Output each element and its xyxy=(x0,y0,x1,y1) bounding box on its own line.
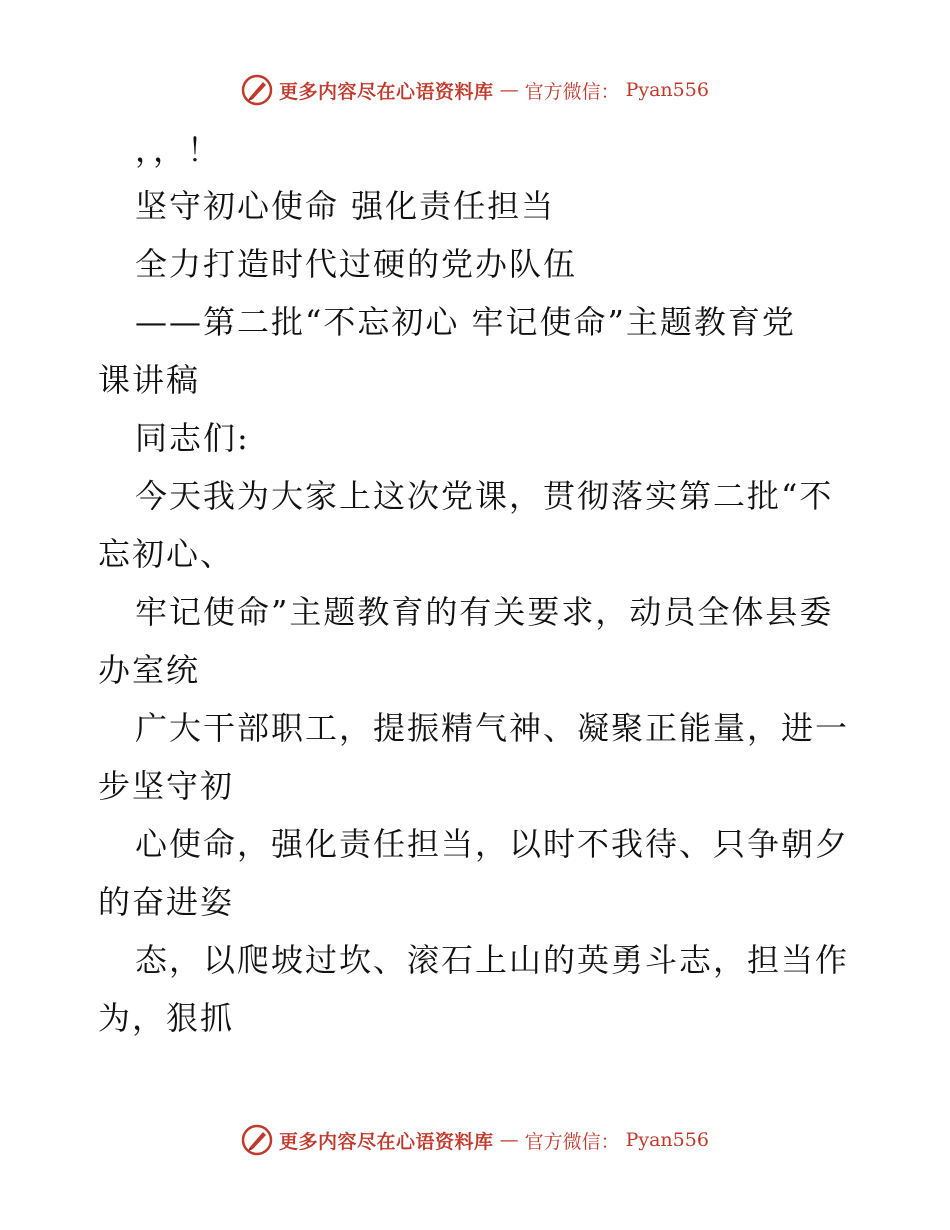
title-line-1: 坚守初心使命 强化责任担当 xyxy=(135,187,556,225)
paragraph-line: 为，狠抓 xyxy=(98,999,235,1037)
paragraph-line: 的奋进姿 xyxy=(98,883,235,921)
watermark-id-text: Pyan556 xyxy=(625,1129,709,1151)
punctuation-line: ，，！ xyxy=(135,131,222,169)
watermark-main-text: 更多内容尽在心语资料库 xyxy=(279,80,494,103)
paragraph-line: 办室统 xyxy=(98,651,201,689)
subtitle-line-1: ——第二批“不忘初心 牢记使命”主题教育党 xyxy=(135,303,796,341)
watermark-sub-text: 官方微信： xyxy=(524,80,620,103)
title-line-2: 全力打造时代过硬的党办队伍 xyxy=(135,245,578,283)
paragraph-line: 忘初心、 xyxy=(98,535,235,573)
watermark-main-text: 更多内容尽在心语资料库 xyxy=(279,1130,494,1153)
paragraph-line: 态，以爬坡过坎、滚石上山的英勇斗志，担当作 xyxy=(135,941,850,979)
paragraph-line: 步坚守初 xyxy=(98,767,235,805)
footer-watermark xyxy=(0,1120,950,1160)
paragraph-line: 今天我为大家上这次党课，贯彻落实第二批“不 xyxy=(135,477,834,515)
paragraph-line: 心使命，强化责任担当，以时不我待、只争朝夕 xyxy=(135,825,850,863)
watermark-dash: — xyxy=(499,79,519,101)
watermark-dash: — xyxy=(499,1129,519,1151)
watermark-sub-text: 官方微信： xyxy=(524,1130,620,1153)
paragraph-line: 广大干部职工，提振精气神、凝聚正能量，进一 xyxy=(135,709,850,747)
watermark-id-text: Pyan556 xyxy=(625,79,709,101)
paragraph-line: 牢记使命”主题教育的有关要求，动员全体县委 xyxy=(135,593,834,631)
quill-pen-logo-icon xyxy=(241,74,273,106)
salutation: 同志们: xyxy=(135,419,250,457)
header-watermark xyxy=(0,70,950,110)
subtitle-line-2: 课讲稿 xyxy=(98,361,201,399)
quill-pen-logo-icon xyxy=(241,1124,273,1156)
